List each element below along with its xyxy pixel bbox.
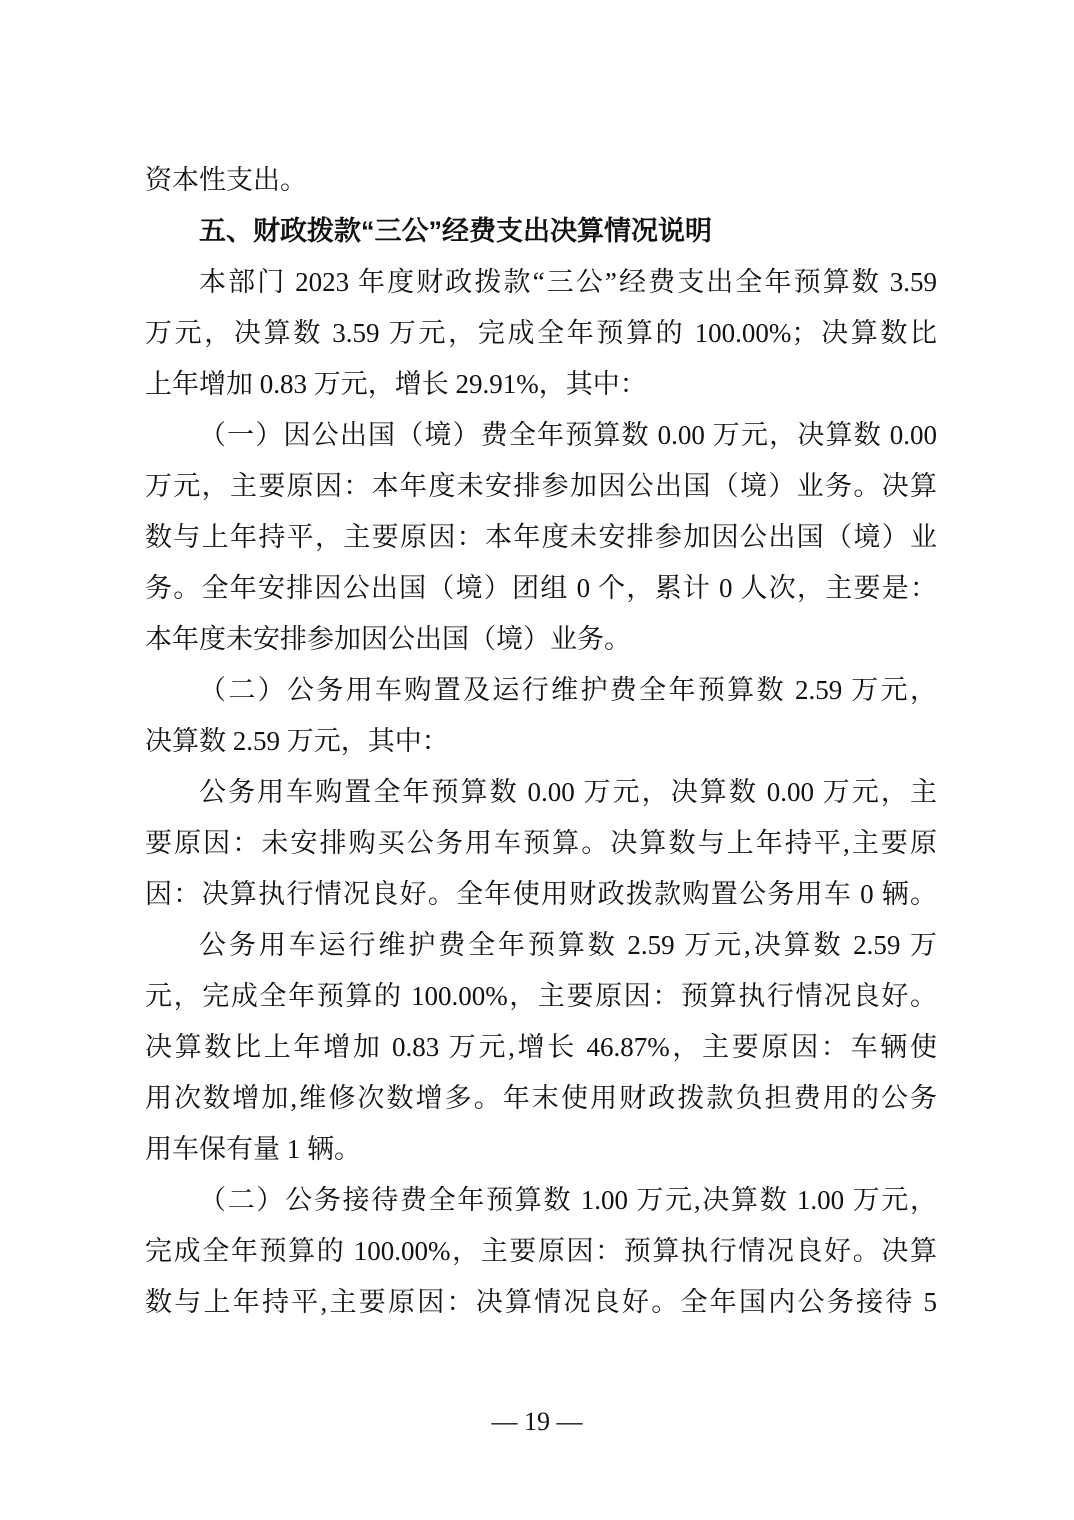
text-line: 用次数增加,维修次数增多。年末使用财政拨款负担费用的公务 (145, 1083, 937, 1113)
text-line: （二）公务接待费全年预算数 1.00 万元,决算数 1.00 万元， (199, 1185, 937, 1215)
text-line: 万元，决算数 3.59 万元，完成全年预算的 100.00%；决算数比 (145, 318, 937, 348)
text-line: 上年增加 0.83 万元，增长 29.91%，其中： (145, 369, 647, 399)
text-line: 决算数 2.59 万元，其中： (145, 726, 449, 756)
text-line: 元，完成全年预算的 100.00%，主要原因：预算执行情况良好。 (145, 981, 937, 1011)
text-line: 要原因：未安排购买公务用车预算。决算数与上年持平,主要原 (145, 828, 937, 858)
text-line: 完成全年预算的 100.00%，主要原因：预算执行情况良好。决算 (145, 1236, 937, 1266)
text-line: 万元，主要原因：本年度未安排参加因公出国（境）业务。决算 (145, 471, 937, 501)
text-line: 公务用车购置全年预算数 0.00 万元，决算数 0.00 万元，主 (199, 777, 937, 807)
text-line: 数与上年持平,主要原因：决算情况良好。全年国内公务接待 5 (145, 1287, 937, 1317)
text-line: （二）公务用车购置及运行维护费全年预算数 2.59 万元， (199, 675, 937, 705)
text-line: 因：决算执行情况良好。全年使用财政拨款购置公务用车 0 辆。 (145, 879, 937, 909)
document-body (145, 155, 937, 1328)
text-line: 本年度未安排参加因公出国（境）业务。 (145, 624, 631, 654)
text-line: （一）因公出国（境）费全年预算数 0.00 万元，决算数 0.00 (199, 420, 937, 450)
text-line: 用车保有量 1 辆。 (145, 1134, 361, 1164)
text-line: 资本性支出。 (145, 165, 307, 195)
text-line: 本部门 2023 年度财政拨款“三公”经费支出全年预算数 3.59 (199, 267, 937, 297)
section-heading: 五、财政拨款“三公”经费支出决算情况说明 (199, 216, 712, 246)
text-line: 公务用车运行维护费全年预算数 2.59 万元,决算数 2.59 万 (199, 930, 937, 960)
text-line: 务。全年安排因公出国（境）团组 0 个，累计 0 人次，主要是： (145, 573, 937, 603)
text-line: 决算数比上年增加 0.83 万元,增长 46.87%，主要原因：车辆使 (145, 1032, 937, 1062)
text-line: 数与上年持平，主要原因：本年度未安排参加因公出国（境）业 (145, 522, 937, 552)
page-number: — 19 — (491, 1407, 583, 1436)
